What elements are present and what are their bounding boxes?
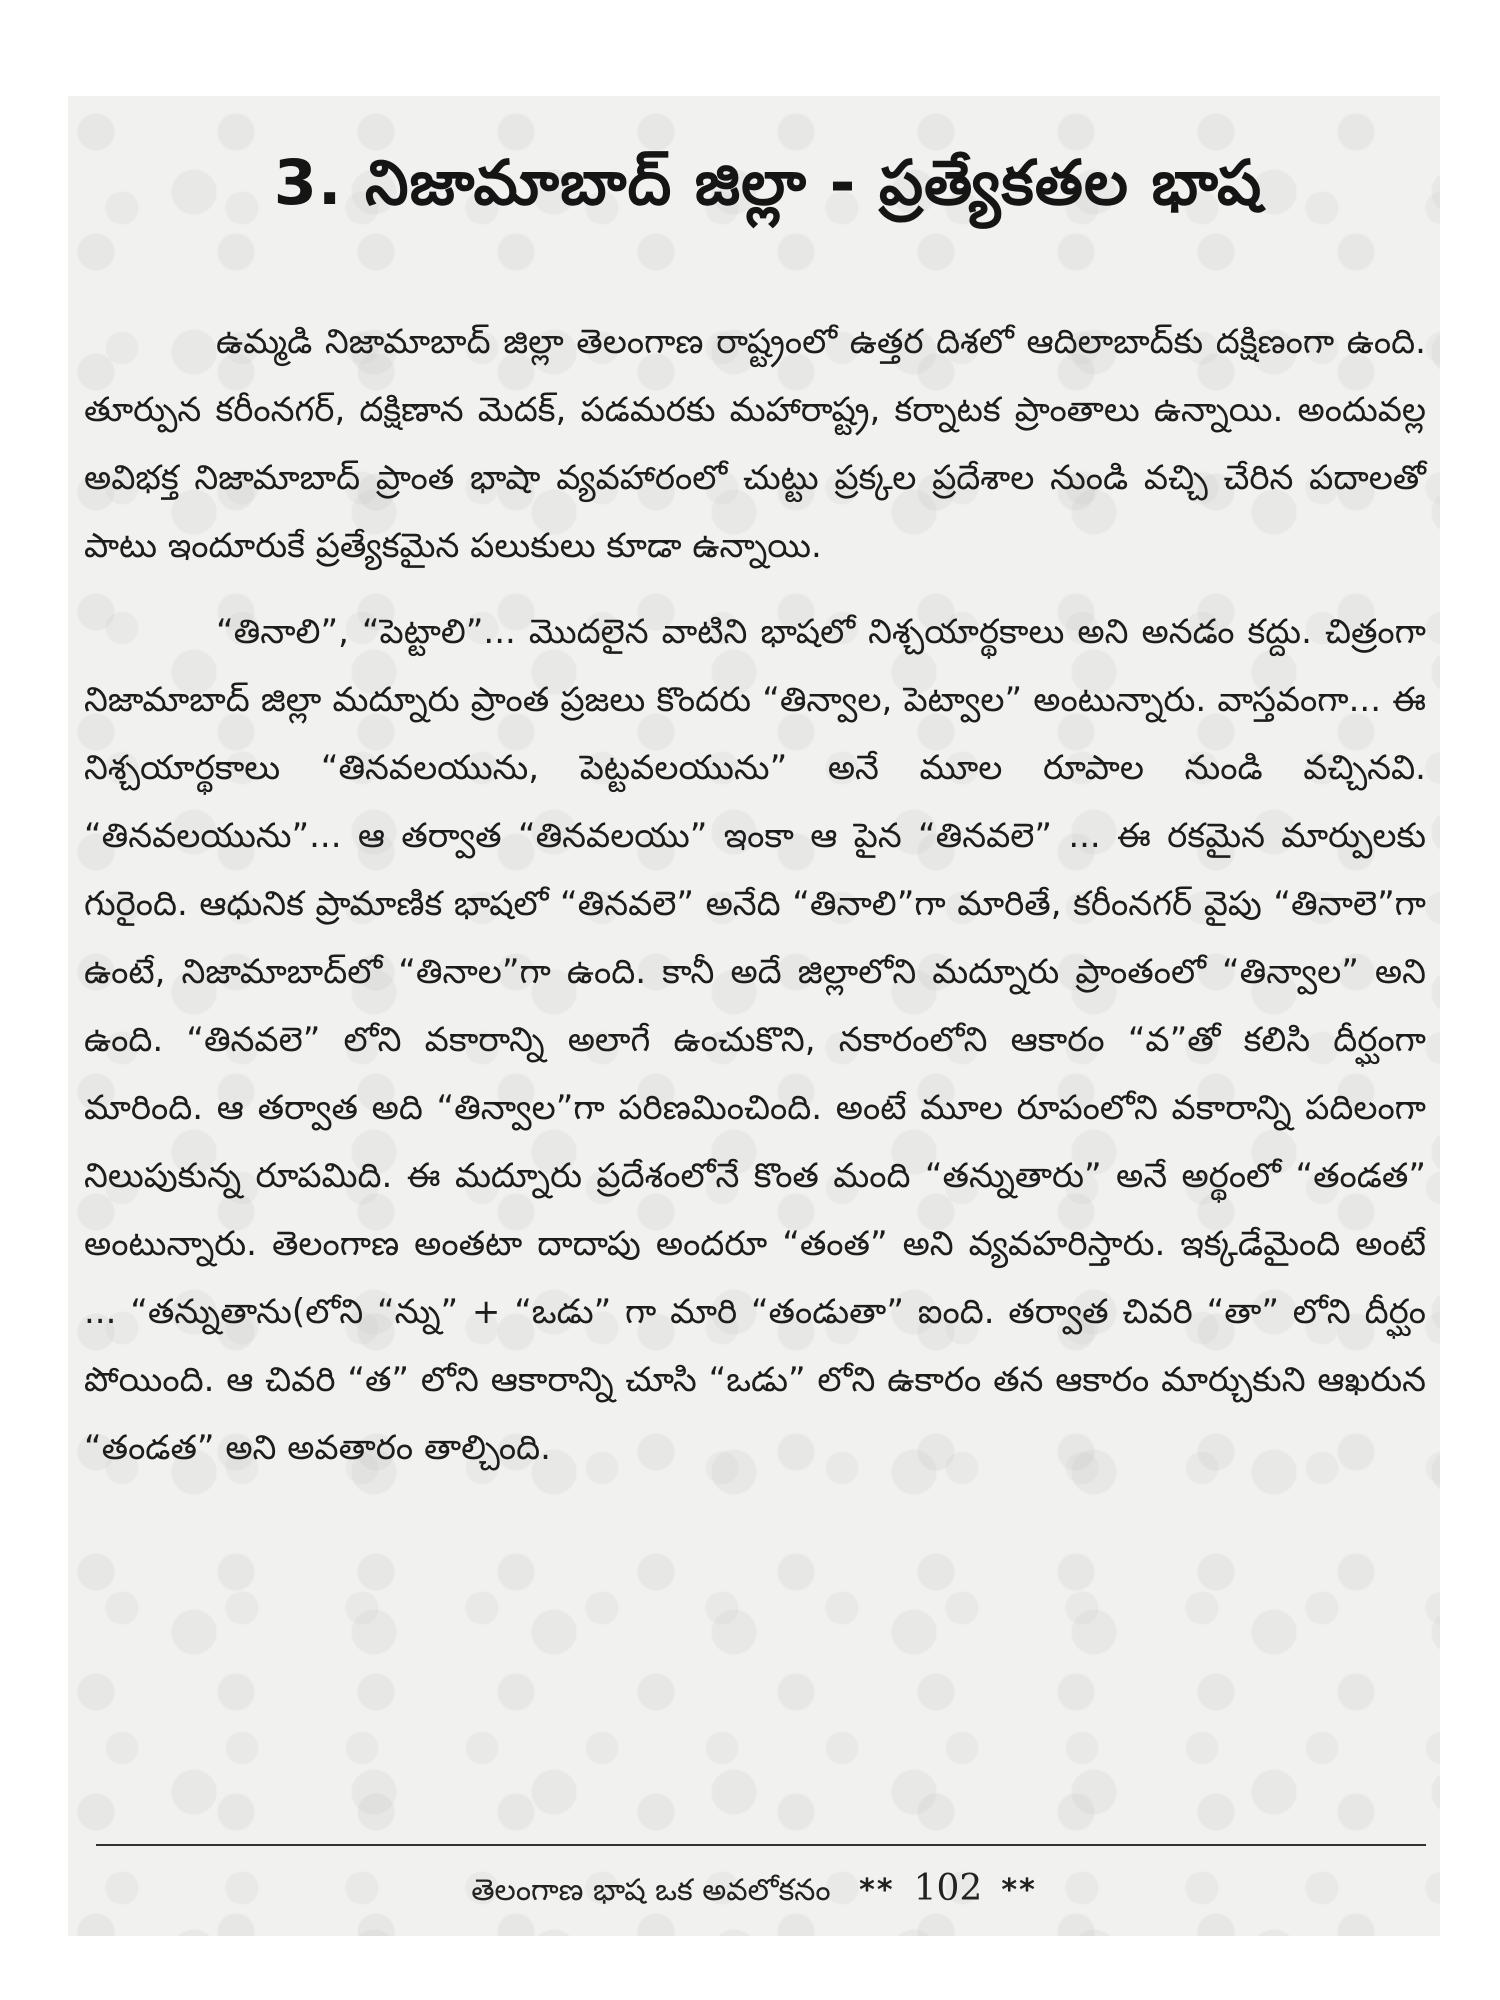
book-page	[68, 96, 1440, 1936]
page-footer	[68, 1868, 1440, 1915]
body-text	[84, 308, 1426, 1482]
footer-divider	[96, 1844, 1426, 1846]
page-number: 102	[913, 1868, 983, 1909]
footer-stars-right: **	[1001, 1873, 1037, 1908]
chapter-title: 3. నిజామాబాద్ జిల్లా - ప్రత్యేకతల భాష	[273, 146, 1263, 219]
book-title: తెలంగాణ భాష ఒక అవలోకనం	[471, 1873, 831, 1908]
footer-stars-left: **	[859, 1873, 895, 1908]
paragraph-2: “తినాలి”, “పెట్టాలి”... మొదలైన వాటిని భాషలో నిశ్చయార్థకాలు అని అనడం కద్దు. చిత్రంగా నిజామాబాద్ జిల్లా మద్నూరు ప్రాంత ప్రజలు కొందరు “తిన్వాల, పెట్వాల” అంటున్నారు. వాస్తవంగా... ఈ నిశ్చయార్థకాలు “తినవలయును, పెట్టవలయును” అనే మూల రూపాల నుండి వచ్చినవి. “తినవలయును”... ఆ తర్వాత “తినవలయు” ఇంకా ఆ పైన “తినవలె” ... ఈ రకమైన మార్పులకు గురైంది. ఆధునిక ప్రామాణిక భాషలో “తినవలె” అనేది “తినాలి”గా మారితే, కరీంనగర్ వైపు “తినాలె”గా ఉంటే, నిజామాబాద్‌లో “తినాల”గా ఉంది. కానీ అదే జిల్లాలోని మద్నూరు ప్రాంతంలో “తిన్వాల” అని ఉంది. “తినవలె” లోని వకారాన్ని అలాగే ఉంచుకొని, నకారంలోని ఆకారం “వ”తో కలిసి దీర్ఘంగా మారింది. ఆ తర్వాత అది “తిన్వాల”గా పరిణమించింది. అంటే మూల రూపంలోని వకారాన్ని పదిలంగా నిలుపుకున్న రూపమిది. ఈ మద్నూరు ప్రదేశంలోనే కొంత మంది “తన్నుతారు” అనే అర్థంలో “తండత” అంటున్నారు. తెలంగాణ అంతటా దాదాపు అందరూ “తంత” అని వ్యవహరిస్తారు. ఇక్కడేమైంది అంటే ... “తన్నుతాను(లోని “న్ను” + “ఒడు” గా మారి “తండుతా” ఐంది. తర్వాత చివరి “తా” లోని దీర్ఘం పోయింది. ఆ చివరి “త” లోని ఆకారాన్ని చూసి “ఒడు” లోని ఉకారం తన ఆకారం మార్చుకుని ఆఖరున “తండత” అని అవతారం తాల్చింది.	[84, 612, 1426, 1468]
paragraph-1: ఉమ్మడి నిజామాబాద్ జిల్లా తెలంగాణ రాష్ట్రంలో ఉత్తర దిశలో ఆదిలాబాద్‌కు దక్షిణంగా ఉంది. తూర్పున కరీంనగర్, దక్షిణాన మెదక్, పడమరకు మహారాష్ట్ర, కర్నాటక ప్రాంతాలు ఉన్నాయి. అందువల్ల అవిభక్త నిజామాబాద్ ప్రాంత భాషా వ్యవహారంలో చుట్టు ప్రక్కల ప్రదేశాల నుండి వచ్చి చేరిన పదాలతో పాటు ఇందూరుకే ప్రత్యేకమైన పలుకులు కూడా ఉన్నాయి.	[84, 322, 1426, 566]
